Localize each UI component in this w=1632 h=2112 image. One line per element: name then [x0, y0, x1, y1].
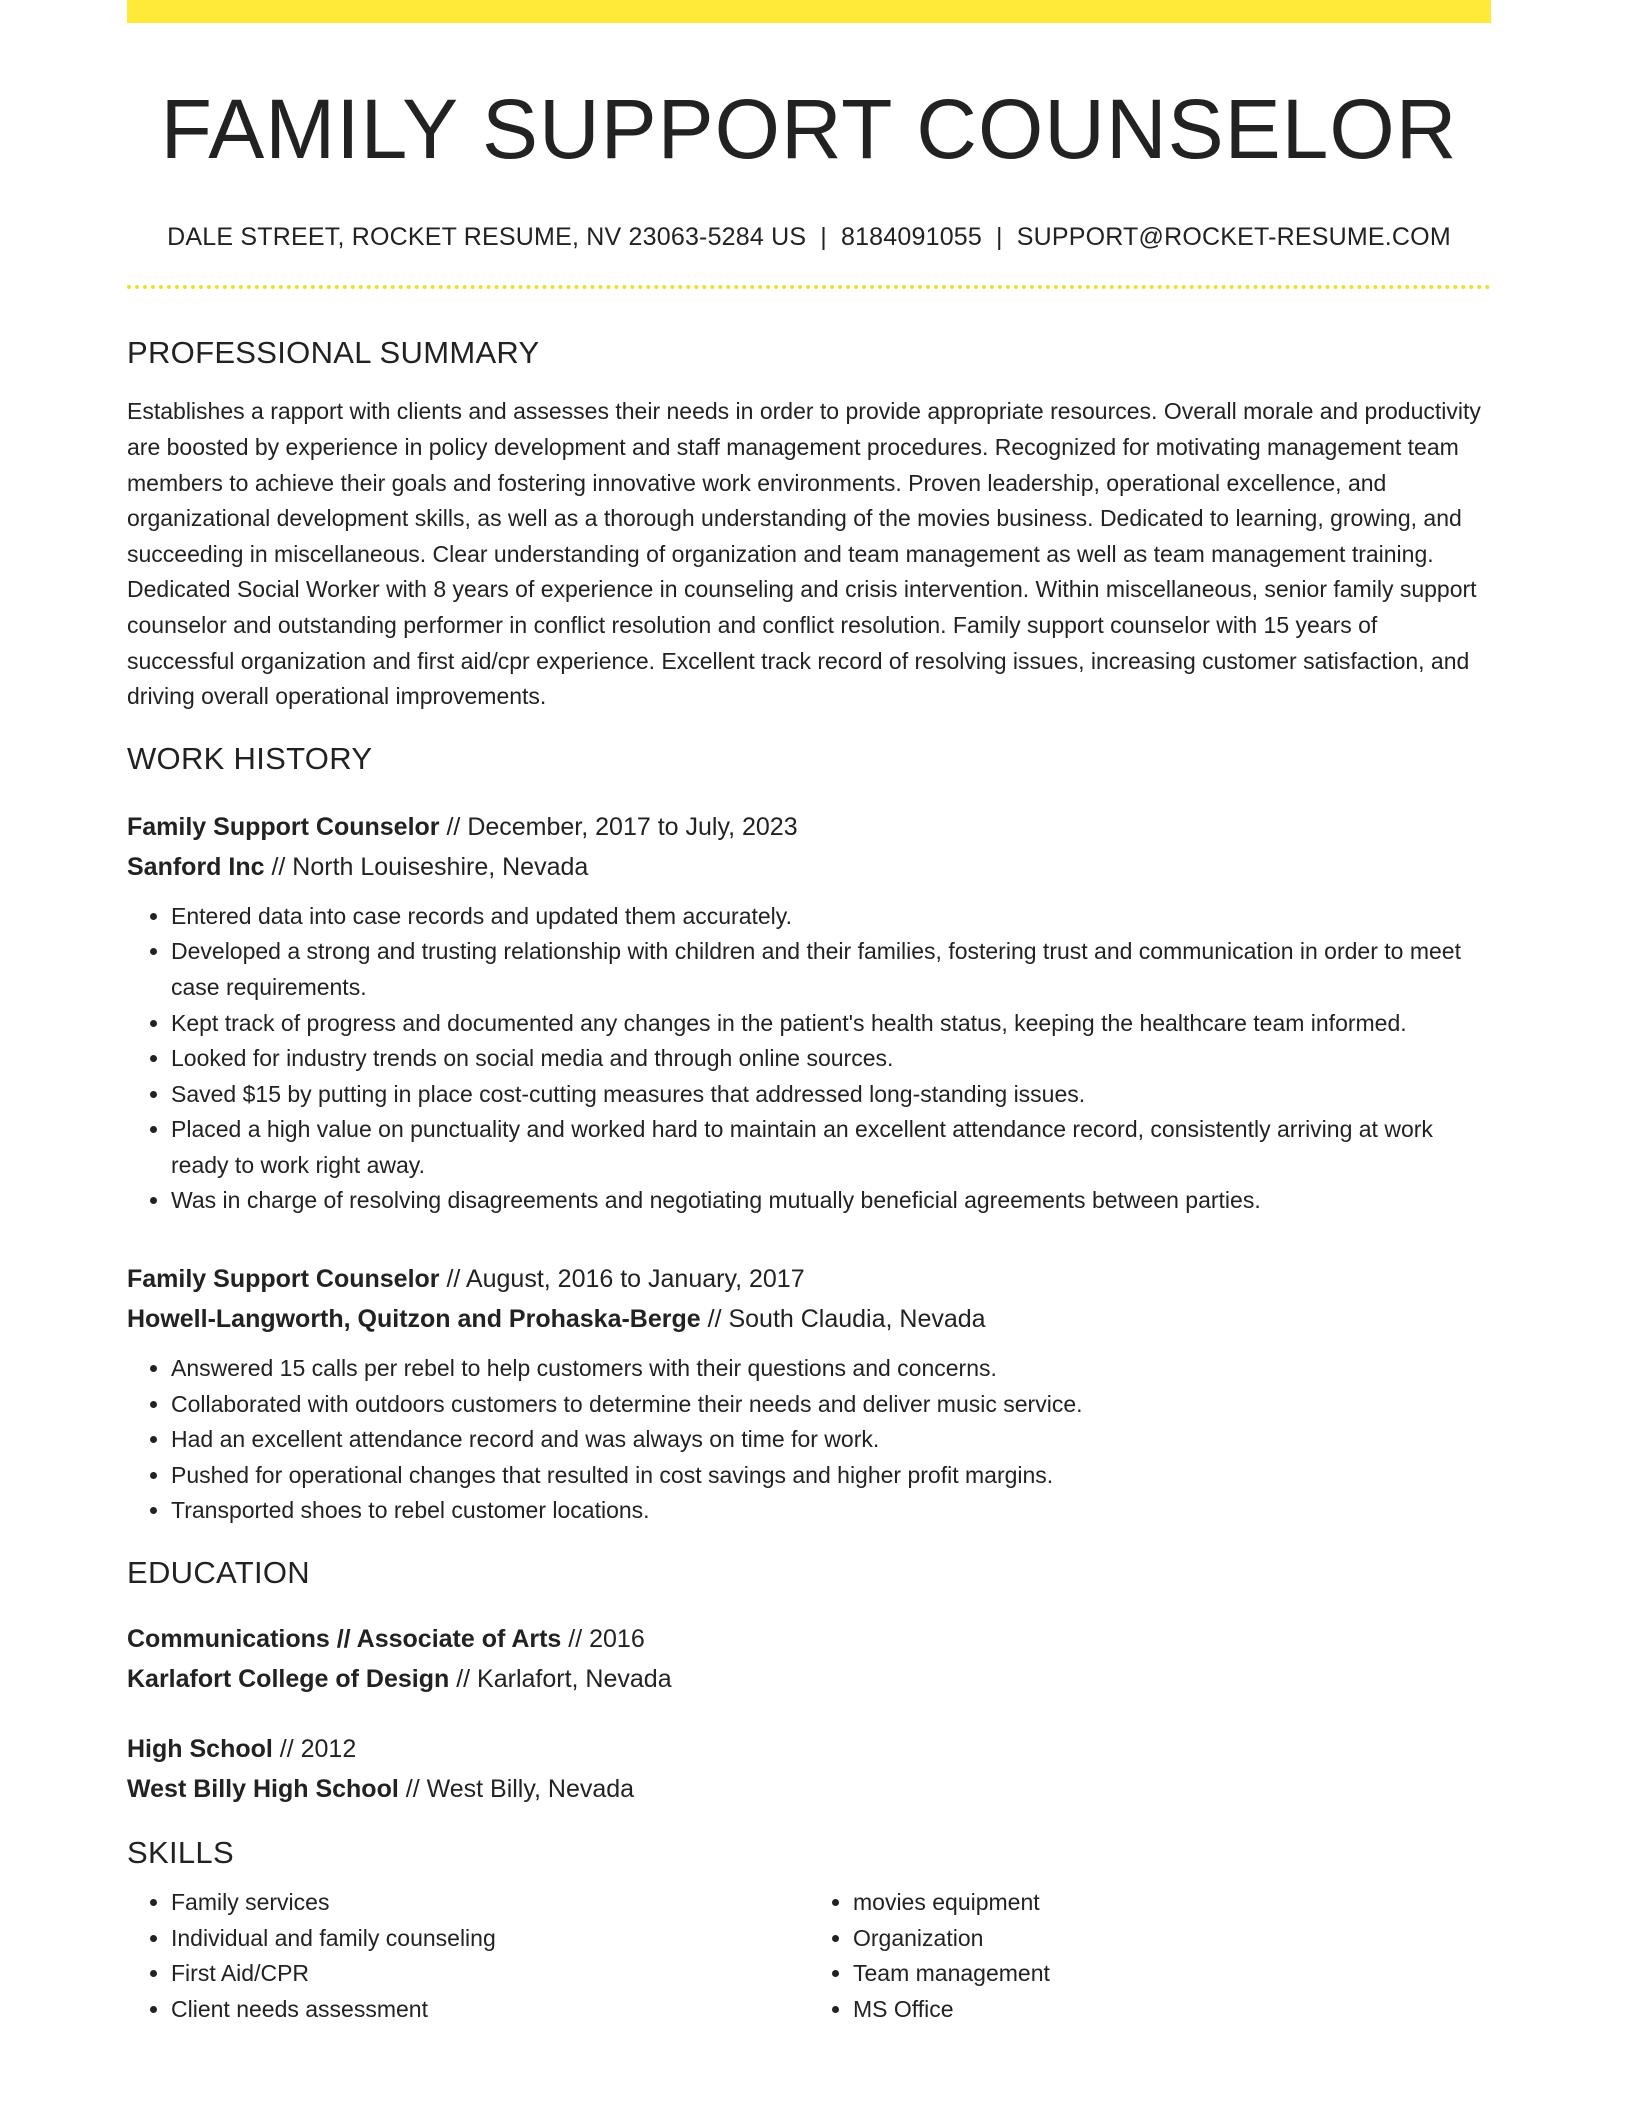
list-item: • Placed a high value on punctuality and worked hard to maintain an excellent attendance record, consistently arriving at work ready to work right away. [171, 1112, 1491, 1183]
school-line [127, 1769, 1491, 1809]
list-item: • Collaborated with outdoors customers to determine their needs and deliver music service. [171, 1387, 1491, 1423]
list-item: • Had an excellent attendance record and was always on time for work. [171, 1422, 1491, 1458]
phone: 8184091055 [840, 223, 983, 252]
job-location: // South Claudia, Nevada [700, 1305, 986, 1334]
education-entry [127, 1729, 1491, 1809]
candidate-name: FAMILY SUPPORT COUNSELOR [160, 82, 1458, 176]
job-bullets [127, 1351, 1491, 1529]
education-entry [127, 1619, 1491, 1699]
skill-item: • Organization [853, 1921, 1491, 1957]
separator: | [996, 223, 1003, 252]
job-dates: // December, 2017 to July, 2023 [439, 812, 798, 841]
section-heading-skills: SKILLS [127, 1835, 234, 1871]
job-dates: // August, 2016 to January, 2017 [439, 1265, 805, 1294]
degree: Communications // Associate of Arts [127, 1625, 562, 1654]
email: SUPPORT@ROCKET-RESUME.COM [1016, 223, 1451, 252]
list-item: • Looked for industry trends on social media and through online sources. [171, 1041, 1491, 1077]
separator: | [820, 223, 827, 252]
skill-item: • Client needs assessment [171, 1992, 809, 2028]
list-item: • Pushed for operational changes that resulted in cost savings and higher profit margins. [171, 1458, 1491, 1494]
school-name: West Billy High School [127, 1775, 399, 1804]
school-location: // Karlafort, Nevada [449, 1665, 672, 1694]
job-company: Sanford Inc [127, 852, 265, 881]
skills-list-right [809, 1885, 1491, 2027]
job-location: // North Louiseshire, Nevada [264, 852, 589, 881]
job-company-line [127, 1299, 1491, 1339]
job-entry [127, 807, 1491, 1219]
list-item: • Saved $15 by putting in place cost-cutting measures that addressed long-standing issues. [171, 1077, 1491, 1113]
address: DALE STREET, ROCKET RESUME, NV 23063-5284 US [167, 223, 807, 252]
job-title: Family Support Counselor [127, 1265, 440, 1294]
graduation-year: // 2016 [561, 1625, 645, 1654]
degree-line [127, 1619, 1491, 1659]
skill-item: • MS Office [853, 1992, 1491, 2028]
school-name: Karlafort College of Design [127, 1665, 450, 1694]
job-title-line [127, 807, 1491, 847]
skill-item: • First Aid/CPR [171, 1956, 809, 1992]
skill-item: • Family services [171, 1885, 809, 1921]
graduation-year: // 2012 [272, 1735, 357, 1764]
list-item: • Entered data into case records and updated them accurately. [171, 899, 1491, 935]
list-item: • Was in charge of resolving disagreements and negotiating mutually beneficial agreements between parties. [171, 1183, 1491, 1219]
skills-list-left [127, 1885, 809, 2027]
skills-columns [127, 1885, 1491, 2027]
accent-bar [127, 0, 1491, 23]
school-line [127, 1659, 1491, 1699]
degree-line [127, 1729, 1491, 1769]
job-title: Family Support Counselor [127, 812, 440, 841]
resume-page [127, 0, 1491, 2027]
job-company: Howell-Langworth, Quitzon and Prohaska-Berge [127, 1305, 701, 1334]
list-item: • Answered 15 calls per rebel to help customers with their questions and concerns. [171, 1351, 1491, 1387]
skill-item: • Team management [853, 1956, 1491, 1992]
section-heading-summary: PROFESSIONAL SUMMARY [127, 335, 540, 371]
section-heading-work-history: WORK HISTORY [127, 740, 373, 776]
list-item: • Kept track of progress and documented any changes in the patient's health status, keeping the healthcare team informed. [171, 1006, 1491, 1042]
degree: High School [127, 1735, 273, 1764]
job-company-line [127, 847, 1491, 887]
job-entry [127, 1259, 1491, 1529]
summary-text: Establishes a rapport with clients and assesses their needs in order to provide appropriate resources. Overall morale and productivity are boosted by experience in policy development and staff management procedures. Recognized for motivating management team members to achieve their goals and fostering innovative work environments. Proven leadership, operational excellence, and organizational development skills, as well as a thorough understanding of the movies business. Dedicated to learning, growing, and succeeding in miscellaneous. Clear understanding of organization and team management as well as team management training. Dedicated Social Worker with 8 years of experience in counseling and crisis intervention. Within miscellaneous, senior family support counselor and outstanding performer in conflict resolution and conflict resolution. Family support counselor with 15 years of successful organization and first aid/cpr experience. Excellent track record of resolving issues, increasing customer satisfaction, and driving overall operational improvements. [127, 398, 1481, 710]
list-item: • Developed a strong and trusting relationship with children and their families, fostering trust and communication in order to meet case requirements. [171, 934, 1491, 1005]
skill-item: • movies equipment [853, 1885, 1491, 1921]
section-heading-education: EDUCATION [127, 1555, 310, 1591]
job-bullets [127, 899, 1491, 1219]
school-location: // West Billy, Nevada [398, 1775, 635, 1804]
dotted-divider [127, 285, 1491, 289]
list-item: • Transported shoes to rebel customer locations. [171, 1493, 1491, 1529]
job-title-line [127, 1259, 1491, 1299]
contact-line [127, 223, 1491, 252]
skill-item: • Individual and family counseling [171, 1921, 809, 1957]
